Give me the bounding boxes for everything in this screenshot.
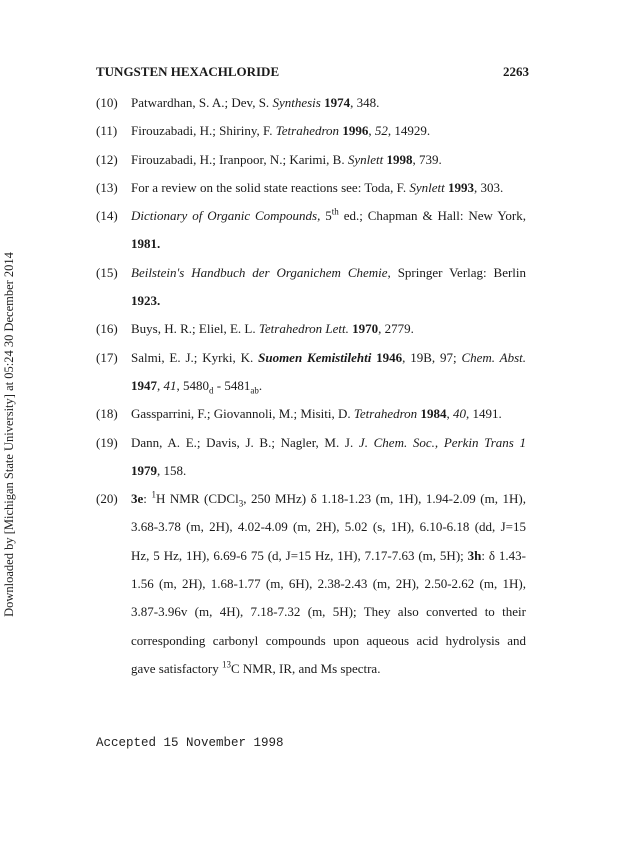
reference-number: (11) <box>96 123 118 139</box>
nmr-head-2: , 250 MHz) δ 1.18-1.23 (m, 1H), 1.94-2.09 (m, 1H), <box>243 491 526 507</box>
nmr-line-5: 3.87-3.96v (m, 4H), 7.18-7.32 (m, 5H); They also converted to their <box>131 604 526 620</box>
nmr-line-7b: C NMR, IR, and Ms spectra. <box>230 660 381 676</box>
reference-number: (20) <box>96 491 118 507</box>
reference-authors: Dann, A. E.; Davis, J. B.; Nagler, M. J. <box>131 434 354 450</box>
reference-authors: Patwardhan, S. A.; Dev, S. <box>131 95 270 110</box>
reference-publisher: Springer Verlag: Berlin <box>397 264 527 280</box>
nmr-line-3b: : δ 1.43- <box>481 547 527 563</box>
cdcl-sub: 3 <box>238 498 244 509</box>
reference-year-2: 1947 <box>131 377 157 393</box>
reference-item-13: (13) For a review on the solid state reactions see: Toda, F. Synlett 1993, 303. <box>96 174 526 202</box>
reference-number: (13) <box>96 179 118 195</box>
reference-edition: 5 <box>325 208 332 224</box>
reference-item-19: (19) Dann, A. E.; Davis, J. B.; Nagler, M. J. J. Chem. Soc., Perkin Trans 1 1979, 158. <box>96 429 526 486</box>
reference-year: 1993 <box>447 179 474 195</box>
reference-volume: 40 <box>452 406 466 422</box>
reference-journal: Tetrahedron <box>275 123 340 139</box>
reference-pages: 739. <box>418 151 442 167</box>
reference-pages-2b-sub: ab <box>250 385 259 396</box>
reference-list <box>96 89 526 683</box>
reference-item-17: (17) Salmi, E. J.; Kyrki, K. Suomen Kemistilehti 1946, 19B, 97; Chem. Abst. 1947, 41, $5480_d - 5481_{ab}$. <box>96 344 526 401</box>
reference-authors: Firouzabadi, H.; Iranpoor, N.; Karimi, B. <box>131 151 345 167</box>
nmr-line-4: 1.56 (m, 2H), 1.68-1.77 (m, 6H), 2.38-2.43 (m, 2H), 2.50-2.62 (m, 1H), <box>131 576 526 592</box>
reference-title: Beilstein's Handbuch der Organichem Chemie, <box>131 264 391 280</box>
reference-journal-2: Chem. Abst. <box>461 349 527 365</box>
reference-number: (19) <box>96 434 118 450</box>
reference-prefix: For a review on the solid state reactions see: Toda, F. <box>131 179 407 195</box>
reference-authors: Salmi, E. J.; Kyrki, K. <box>131 349 254 365</box>
reference-journal: Suomen Kemistilehti <box>258 349 372 365</box>
page-number: 2263 <box>503 64 529 79</box>
reference-authors: Buys, H. R.; Eliel, E. L. <box>131 321 256 337</box>
reference-journal: Tetrahedron Lett. <box>258 321 349 337</box>
reference-number: (17) <box>96 349 118 365</box>
reference-year: 1946 <box>376 349 403 365</box>
nmr-line-7a: gave satisfactory <box>131 660 219 676</box>
colon-mark: : <box>143 491 147 507</box>
reference-journal: Tetrahedron <box>353 406 418 422</box>
download-watermark <box>2 237 16 632</box>
reference-volume-2: 41 <box>163 377 177 393</box>
reference-year: 1979 <box>131 462 157 478</box>
reference-item-12: (12) Firouzabadi, H.; Iranpoor, N.; Karimi, B. Synlett 1998, 739. <box>96 146 526 174</box>
reference-journal: Synthesis <box>272 95 321 110</box>
reference-volume: 52 <box>374 123 388 139</box>
h-isotope-sup: 1 <box>151 489 156 500</box>
reference-number: (10) <box>96 95 118 110</box>
reference-item-20 <box>96 485 526 683</box>
reference-number: (12) <box>96 151 118 167</box>
reference-year: 1970 <box>352 321 379 337</box>
reference-number: (14) <box>96 208 118 224</box>
reference-pages: 348. <box>356 95 380 110</box>
reference-pages: 158. <box>163 462 187 478</box>
reference-journal: Synlett <box>409 179 445 195</box>
reference-item-10: (10) Patwardhan, S. A.; Dev, S. Synthesis 1974, 348. <box>96 89 526 117</box>
reference-end-mark: . <box>258 377 263 393</box>
compound-3h: 3h <box>467 547 482 563</box>
reference-pages: 303. <box>480 179 504 195</box>
reference-item-18: (18) Gassparrini, F.; Giovannoli, M.; Misiti, D. Tetrahedron 1984, 40, 1491. <box>96 400 526 428</box>
reference-year: 1974 <box>324 95 351 110</box>
reference-year: 1981. <box>131 236 161 252</box>
reference-pages: 1491. <box>472 406 502 422</box>
reference-pages: 14929. <box>394 123 431 139</box>
reference-pages: 19B, 97; <box>410 349 457 365</box>
reference-item-11: (11) Firouzabadi, H.; Shiriny, F. Tetrahedron 1996, 52, 14929. <box>96 117 526 145</box>
nmr-note <box>131 485 526 683</box>
running-header <box>96 64 529 80</box>
reference-title: Dictionary of Organic Compounds, <box>131 208 321 224</box>
reference-year: 1923. <box>131 293 161 309</box>
reference-item-16: (16) Buys, H. R.; Eliel, E. L. Tetrahedron Lett. 1970, 2779. <box>96 315 526 343</box>
c13-isotope-sup: 13 <box>221 659 231 670</box>
reference-item-15 <box>96 259 526 316</box>
reference-year: 1996 <box>342 123 369 139</box>
reference-pages-2a-sub: d <box>209 385 214 396</box>
nmr-line-6: corresponding carbonyl compounds upon aqueous acid hydrolysis and <box>131 632 526 648</box>
reference-authors: Firouzabadi, H.; Shiriny, F. <box>131 123 273 139</box>
reference-number: (16) <box>96 321 118 337</box>
compound-3e: 3e <box>131 491 144 507</box>
reference-number: (18) <box>96 406 118 422</box>
reference-year: 1998 <box>386 151 413 167</box>
reference-item-14 <box>96 202 526 259</box>
reference-publisher: ed.; Chapman & Hall: New York, <box>343 208 526 224</box>
reference-edition-suffix: th <box>331 206 339 217</box>
accepted-date: Accepted 15 November 1998 <box>96 736 284 750</box>
reference-pages-2a: 5480 <box>183 377 209 393</box>
reference-pages: 2779. <box>384 321 414 337</box>
nmr-line-3a: Hz, 5 Hz, 1H), 6.69-6 75 (d, J=15 Hz, 1H), 7.17-7.63 (m, 5H); <box>131 547 464 563</box>
nmr-head: H NMR (CDCl <box>155 491 239 507</box>
reference-journal: J. Chem. Soc., Perkin Trans 1 <box>358 434 526 450</box>
reference-pages-2b: - 5481 <box>213 377 251 393</box>
nmr-line-2: 3.68-3.78 (m, 2H), 4.02-4.09 (m, 2H), 5.02 (s, 1H), 6.10-6.18 (dd, J=15 <box>131 519 526 535</box>
running-title: TUNGSTEN HEXACHLORIDE <box>96 64 280 79</box>
reference-year: 1984 <box>420 406 447 422</box>
reference-number: (15) <box>96 264 118 280</box>
download-note-text: Downloaded by [Michigan State University] at 05:24 30 December 2014 <box>1 252 16 617</box>
reference-journal: Synlett <box>347 151 384 167</box>
reference-authors: Gassparrini, F.; Giovannoli, M.; Misiti, D. <box>131 406 351 422</box>
